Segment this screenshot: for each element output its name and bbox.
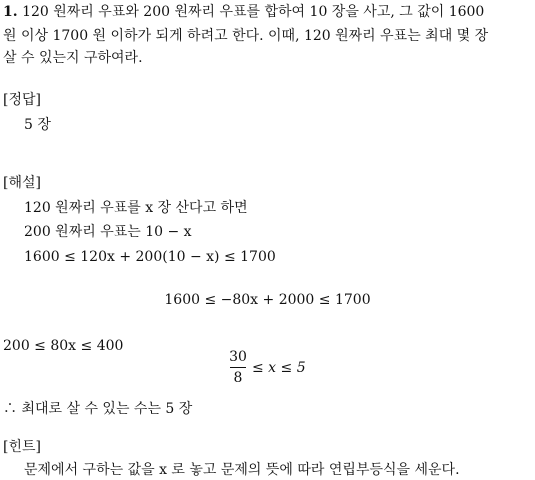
solution-line-4: 1600 ≤ −80x + 2000 ≤ 1700 [164, 292, 371, 308]
solution-line-3: 1600 ≤ 120x + 200(10 − x) ≤ 1700 [24, 249, 276, 265]
fraction-numerator: 30 [229, 349, 247, 365]
solution-line-1: 120 원짜리 우표를 x 장 산다고 하면 [24, 200, 248, 216]
fraction-bar [230, 367, 246, 368]
solution-line-2: 200 원짜리 우표는 10 − x [24, 224, 192, 240]
problem-number: 1. [3, 4, 18, 20]
fraction-inequality [228, 349, 308, 389]
solution-line-5: 200 ≤ 80x ≤ 400 [3, 338, 124, 354]
hint-text: 문제에서 구하는 값을 x 로 놓고 문제의 뜻에 따라 연립부등식을 세운다. [24, 462, 460, 478]
problem-line-2: 원 이상 1700 원 이하가 되게 하려고 한다. 이때, 120 원짜리 우표는 최대 몇 장 [3, 28, 489, 44]
fraction-denominator: 8 [233, 370, 243, 386]
fraction-rest: ≤ x ≤ 5 [252, 360, 306, 376]
solution-conclusion: ∴ 최대로 살 수 있는 수는 5 장 [3, 401, 193, 417]
problem-line-3: 살 수 있는지 구하여라. [3, 50, 143, 66]
problem-line-1: 1. 120 원짜리 우표와 200 원짜리 우표를 합하여 10 장을 사고, 그 값이 1600 [3, 4, 485, 20]
answer-value: 5 장 [24, 117, 51, 133]
answer-heading: [정답] [3, 92, 41, 108]
hint-heading: [힌트] [3, 439, 41, 455]
solution-heading: [해설] [3, 175, 41, 191]
